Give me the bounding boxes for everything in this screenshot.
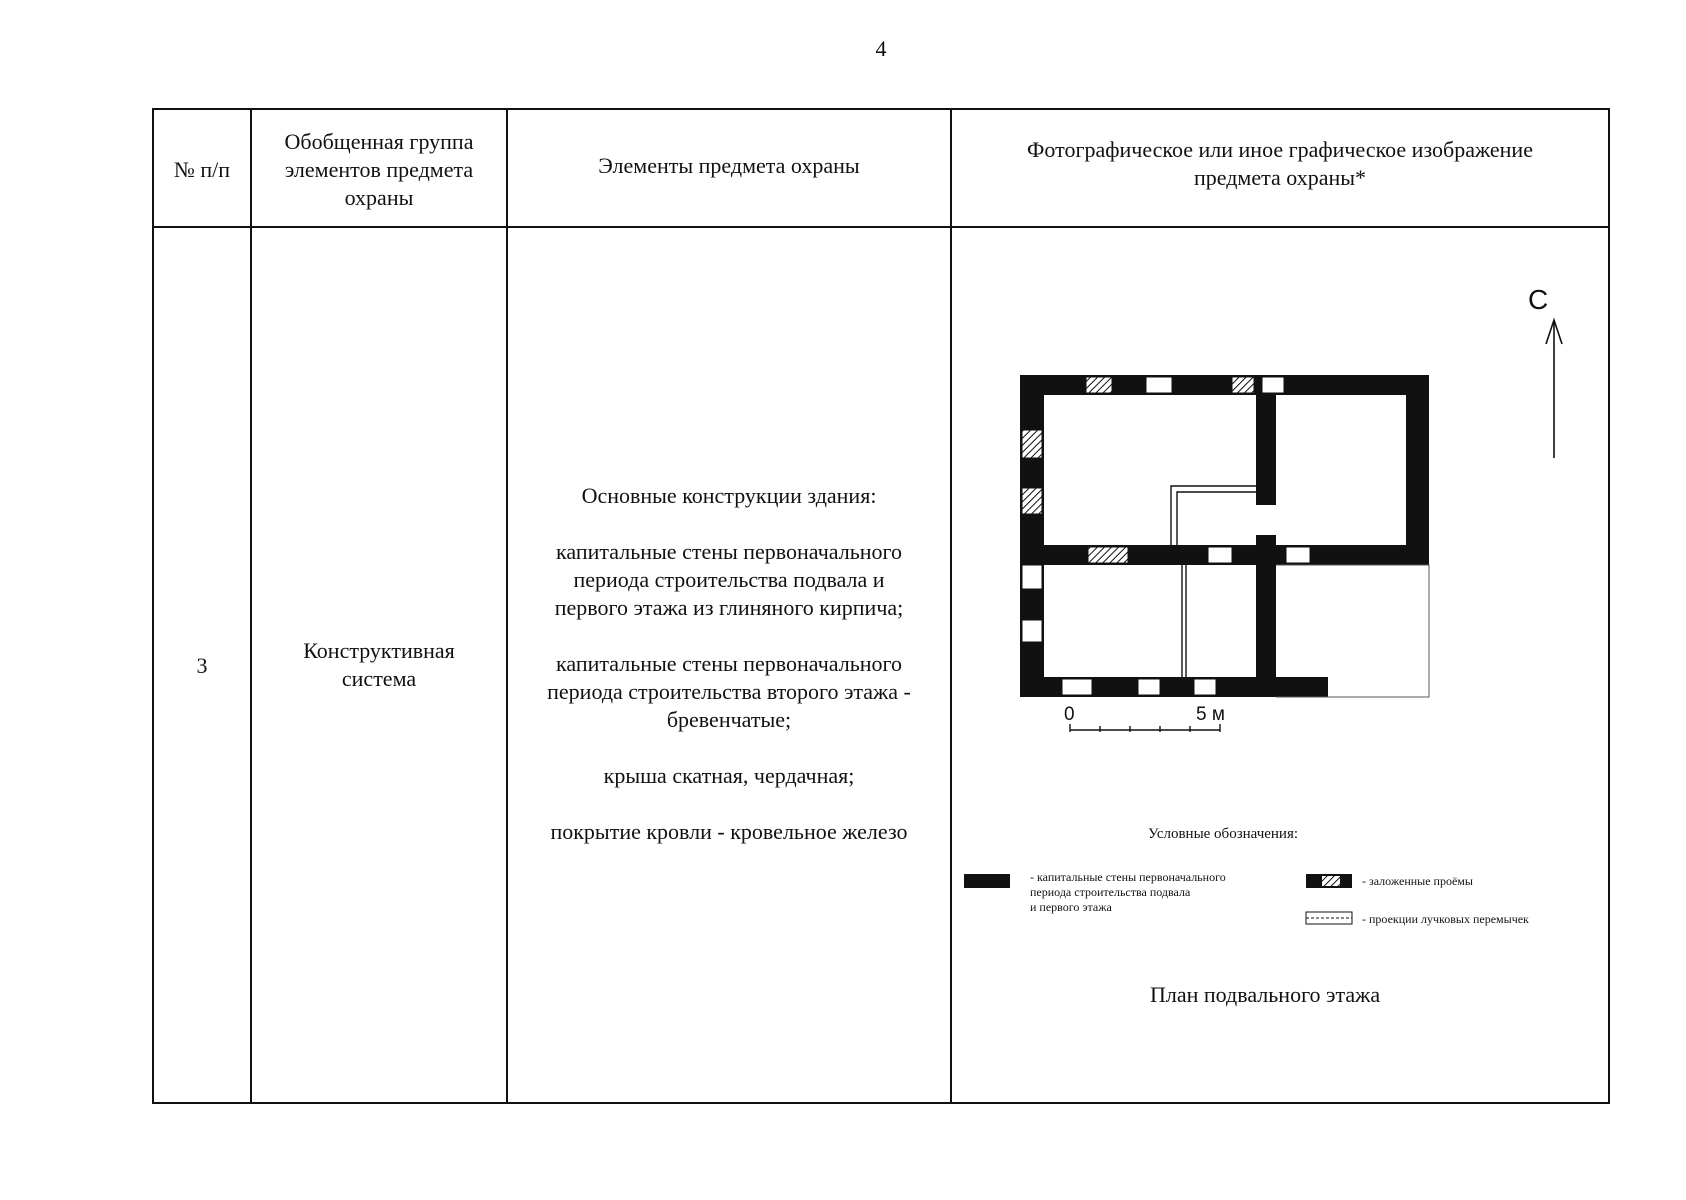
legend-blocked-text: - заложенные проёмы [1362,874,1473,888]
row-number: 3 [196,653,208,678]
north-arrow-icon [1546,320,1562,458]
elements-heading: Основные конструкции здания: [581,483,877,508]
legend-title: Условные обозначения: [1148,826,1299,842]
floor-plan-drawing [950,220,1650,1080]
legend-lintels-text: - проекции лучковых перемычек [1362,912,1529,926]
table-col-divider-1 [250,108,252,1104]
scale-zero-label: 0 [1064,704,1075,725]
north-label: С [1528,284,1549,315]
blocked-openings [1022,377,1254,563]
basement-plan [950,220,1650,1080]
table-border-top [152,108,1610,110]
legend-lintel-symbol [1306,912,1352,924]
elements-item-1: капитальные стены первоначального периода строительства подвала и первого этажа из глиняного кирпича; [554,539,904,620]
header-image: Фотографическое или иное графическое изображение предмета охраны* [1027,137,1533,190]
page-number: 4 [875,36,887,61]
legend-walls-text: - капитальные стены первоначального периода строительства подвала и первого этажа [1030,870,1226,914]
capital-walls [1020,375,1429,697]
row-group: Конструктивная система [303,638,455,691]
header-group: Обобщенная группа элементов предмета охраны [284,129,474,210]
lintel-projections [1171,486,1256,677]
scale-end-label: 5 м [1196,704,1225,725]
table-border-left [152,108,154,1104]
elements-item-2: капитальные стены первоначального периода строительства второго этажа - бревенчатые; [547,651,911,732]
legend-wall-symbol [964,874,1010,888]
legend-blocked-symbol [1306,874,1352,888]
elements-item-3: крыша скатная, чердачная; [603,763,855,788]
header-number: № п/п [173,157,231,182]
plan-caption: План подвального этажа [1150,982,1381,1007]
elements-item-4: покрытие кровли - кровельное железо [550,819,908,844]
header-elements: Элементы предмета охраны [598,153,860,178]
table-border-bottom [152,1102,1610,1104]
